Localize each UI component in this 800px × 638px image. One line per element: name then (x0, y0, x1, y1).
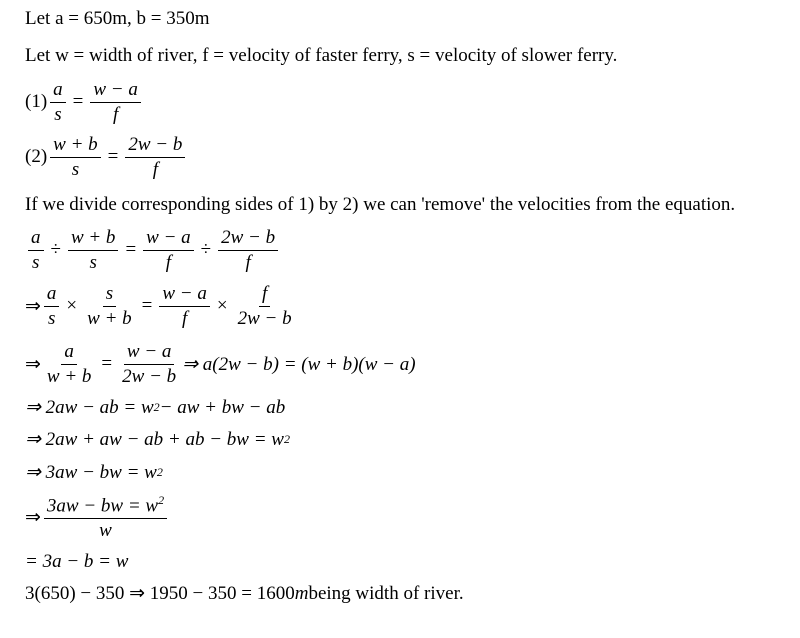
equation-label: (2) (25, 146, 48, 168)
equation-simplify: ⇒ 3aw − bw = w 2 (25, 462, 163, 483)
equation-result: = 3a − b = w (25, 551, 129, 572)
equation-division: $\frac{a}{s}$ ÷ $\frac{w + b}{s}$ = $\frac{w - a}{f}$ ÷ $\frac{2w - b}{f}$ (25, 228, 281, 273)
line-final-answer: 3(650) − 350 ⇒ 1950 − 350 = 1600 m being width of river. (25, 582, 464, 604)
equation-cross-multiply: ⇒ $\frac{a}{w + b}$ = $\frac{w - a}{2w - b}$ ⇒ a(2w − b) = (w + b)(w − a) (25, 341, 416, 387)
fraction: $\frac{w + b}{s}$ (50, 135, 101, 180)
fraction: $\frac{a}{s}$ (50, 80, 66, 125)
equation-label: (1) (25, 91, 48, 113)
equation-2: (2) $\frac{w + b}{s}$ = $\frac{2w - b}{f}$ (25, 135, 188, 180)
equation-multiplication: ⇒ $\frac{a}{s}$ × $\frac{s}{w + b}$ = $\frac{w - a}{f}$ × $\frac{f}{2w - b}$ (25, 283, 292, 329)
equation-expand: ⇒ 2aw − ab = w 2 − aw + bw − ab (25, 396, 286, 418)
equation-rearrange: ⇒ 2aw + aw − ab + ab − bw = w 2 (25, 429, 290, 450)
equation-divide-by-w: ⇒ $\frac{3aw - bw = w^2}{w}$ (25, 494, 170, 541)
fraction: $\frac{2w - b}{f}$ (125, 135, 185, 180)
fraction: $\frac{w - a}{f}$ (90, 80, 141, 125)
line-let-wfs: Let w = width of river, f = velocity of faster ferry, s = velocity of slower ferry. (25, 45, 618, 66)
equation-1: (1) $\frac{a}{s}$ = $\frac{w - a}{f}$ (25, 80, 144, 125)
line-let-ab: Let a = 650m, b = 350m (25, 8, 210, 29)
line-divide-explanation: If we divide corresponding sides of 1) by 2) we can 'remove' the velocities from the equation. (25, 194, 736, 215)
